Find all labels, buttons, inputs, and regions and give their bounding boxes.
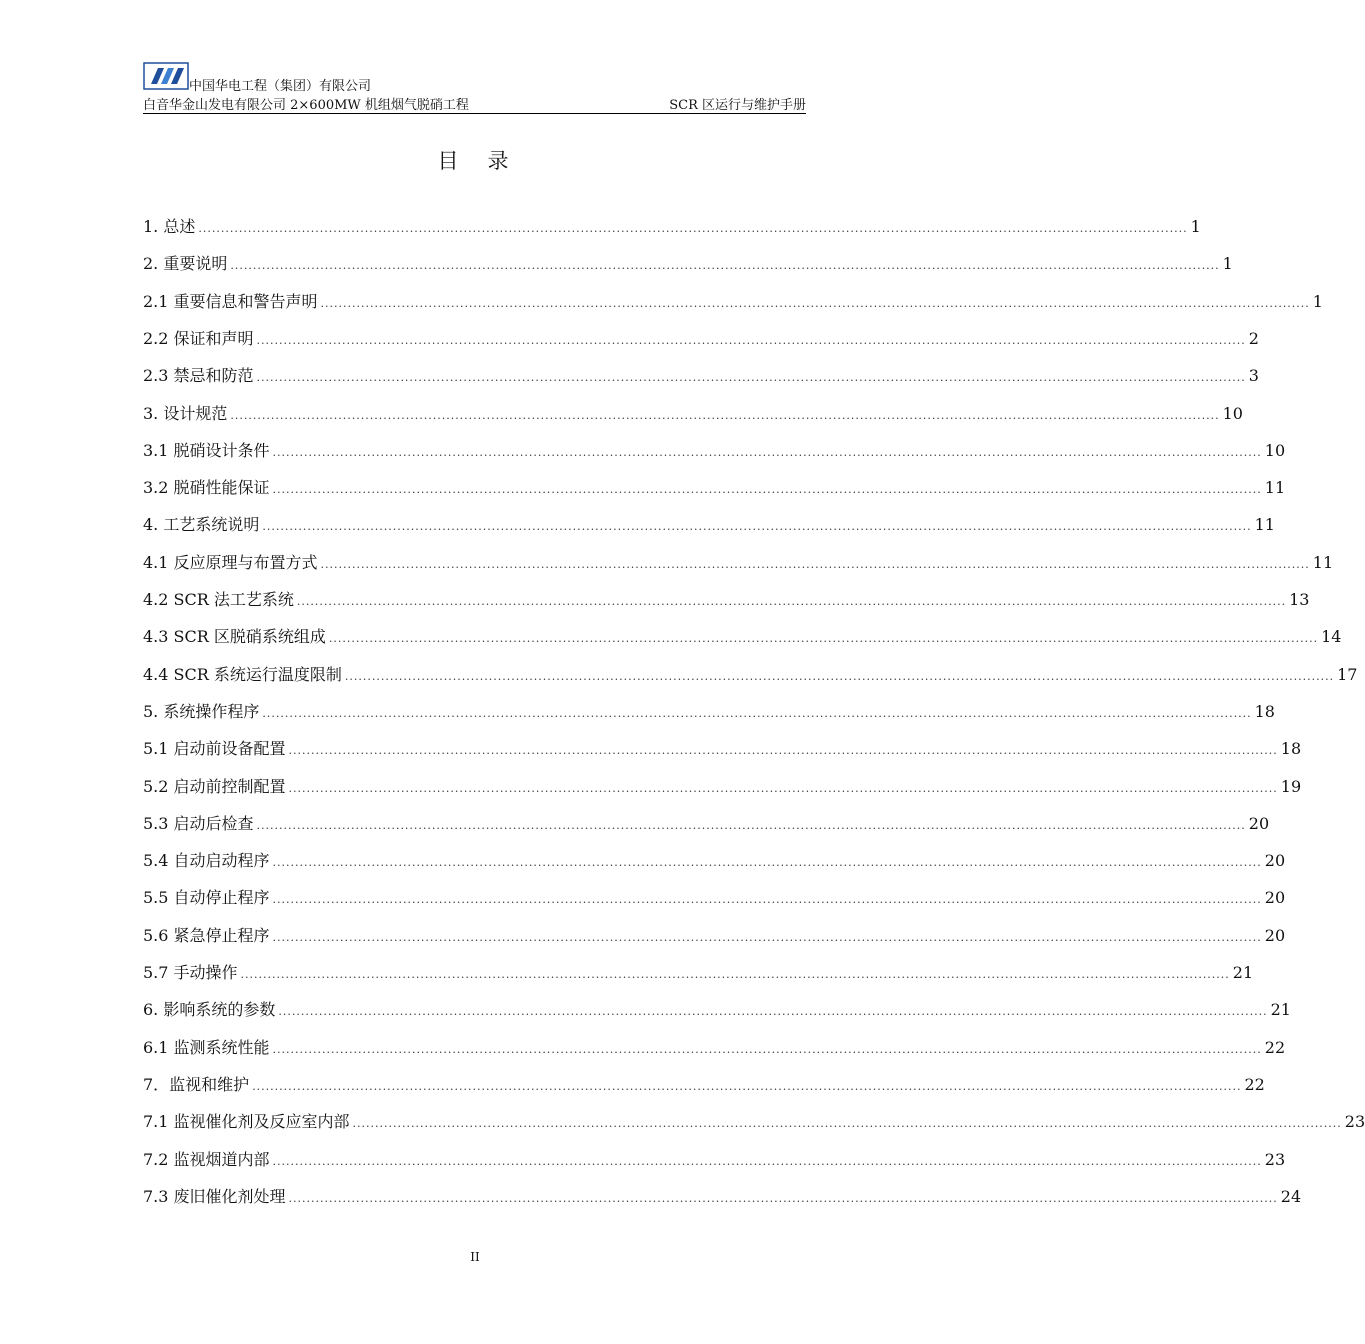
toc-entry[interactable] bbox=[143, 809, 1270, 839]
toc-entry-label: 2.3 禁忌和防范 bbox=[143, 366, 254, 386]
toc-entry-page: 2 bbox=[1248, 328, 1259, 348]
toc-entry[interactable] bbox=[143, 622, 1342, 652]
toc-leader-dots: ............................................................................................................................................................................................................................ bbox=[344, 669, 1335, 683]
toc-entry-label: 5. 系统操作程序 bbox=[143, 701, 260, 721]
toc-entry-page: 19 bbox=[1280, 776, 1302, 796]
toc-leader-dots: ............................................................................................................................................................................................................................ bbox=[256, 333, 1246, 347]
toc-entry-label: 5.6 紧急停止程序 bbox=[143, 925, 270, 945]
toc-leader-dots: ............................................................................................................................................................................................................................ bbox=[272, 483, 1262, 497]
page-number: II bbox=[470, 1250, 480, 1264]
toc-leader-dots: ............................................................................................................................................................................................................................ bbox=[256, 818, 1246, 832]
toc-leader-dots: ............................................................................................................................................................................................................................ bbox=[230, 408, 1220, 422]
toc-leader-dots: ............................................................................................................................................................................................................................ bbox=[272, 445, 1262, 459]
toc-entry-label: 7.2 监视烟道内部 bbox=[143, 1149, 270, 1169]
toc-entry[interactable] bbox=[143, 1033, 1286, 1063]
manual-name: SCR 区运行与维护手册 bbox=[669, 98, 806, 113]
toc-entry-page: 21 bbox=[1270, 1000, 1291, 1020]
toc-entry[interactable] bbox=[143, 287, 1323, 317]
toc-leader-dots: ............................................................................................................................................................................................................................ bbox=[252, 1079, 1242, 1093]
toc-leader-dots: ............................................................................................................................................................................................................................ bbox=[272, 856, 1262, 870]
toc-entry[interactable] bbox=[143, 585, 1310, 615]
toc-entry-page: 11 bbox=[1312, 552, 1334, 572]
toc-entry-page: 11 bbox=[1254, 515, 1275, 535]
toc-entry-page: 3 bbox=[1248, 366, 1259, 386]
toc-entry[interactable] bbox=[143, 361, 1259, 391]
toc-entry-page: 22 bbox=[1264, 1037, 1286, 1057]
toc-entry-page: 24 bbox=[1280, 1186, 1302, 1206]
toc-entry-label: 5.2 启动前控制配置 bbox=[143, 776, 286, 796]
toc-leader-dots: ............................................................................................................................................................................................................................ bbox=[230, 259, 1220, 273]
toc-entry-page: 17 bbox=[1337, 664, 1358, 684]
toc-entry-label: 5.4 自动启动程序 bbox=[143, 851, 270, 871]
toc-entry[interactable] bbox=[143, 1070, 1265, 1100]
toc-leader-dots: ............................................................................................................................................................................................................................ bbox=[198, 222, 1188, 235]
toc-entry-label: 5.3 启动后检查 bbox=[143, 813, 254, 833]
toc-leader-dots: ............................................................................................................................................................................................................................ bbox=[262, 520, 1252, 534]
toc-entry-page: 1 bbox=[1222, 254, 1233, 274]
toc-entry-page: 23 bbox=[1344, 1112, 1365, 1132]
toc-entry[interactable] bbox=[143, 734, 1302, 764]
toc-entry-label: 1. 总述 bbox=[143, 217, 196, 236]
toc-entry[interactable] bbox=[143, 660, 1358, 690]
toc-entry-label: 4.1 反应原理与布置方式 bbox=[143, 552, 318, 572]
company-logo-icon bbox=[143, 62, 189, 90]
toc-entry-page: 13 bbox=[1289, 590, 1310, 609]
toc-leader-dots: ............................................................................................................................................................................................................................ bbox=[288, 1191, 1278, 1205]
toc-entry-page: 20 bbox=[1264, 888, 1286, 908]
toc-entry-label: 5.7 手动操作 bbox=[143, 963, 238, 982]
toc-entry-label: 3.1 脱硝设计条件 bbox=[143, 440, 270, 460]
toc-leader-dots: ............................................................................................................................................................................................................................ bbox=[278, 1005, 1268, 1019]
toc-entry-page: 1 bbox=[1312, 291, 1323, 311]
toc-entry[interactable] bbox=[143, 995, 1291, 1025]
toc-entry-page: 20 bbox=[1264, 925, 1286, 945]
toc-leader-dots: ............................................................................................................................................................................................................................ bbox=[288, 744, 1278, 758]
toc-entry[interactable] bbox=[143, 212, 1201, 242]
toc-leader-dots: ............................................................................................................................................................................................................................ bbox=[240, 968, 1230, 981]
page-title: 目 录 bbox=[437, 149, 513, 173]
toc-entry[interactable] bbox=[143, 1107, 1365, 1137]
toc-entry[interactable] bbox=[143, 510, 1275, 540]
toc-entry[interactable] bbox=[143, 473, 1286, 503]
toc-entry[interactable] bbox=[143, 249, 1233, 279]
toc-entry[interactable] bbox=[143, 1182, 1302, 1212]
header-divider bbox=[143, 113, 806, 114]
toc-entry-page: 10 bbox=[1222, 403, 1243, 423]
toc-leader-dots: ............................................................................................................................................................................................................................ bbox=[272, 1154, 1262, 1168]
toc-leader-dots: ............................................................................................................................................................................................................................ bbox=[352, 1117, 1342, 1131]
toc-leader-dots: ............................................................................................................................................................................................................................ bbox=[256, 371, 1246, 385]
toc-entry-label: 3.2 脱硝性能保证 bbox=[143, 478, 270, 498]
toc-entry[interactable] bbox=[143, 1145, 1286, 1175]
toc-entry[interactable] bbox=[143, 772, 1302, 802]
toc-entry-page: 20 bbox=[1248, 813, 1270, 833]
toc-entry-label: 7.3 废旧催化剂处理 bbox=[143, 1186, 286, 1206]
toc-entry-page: 18 bbox=[1280, 739, 1302, 759]
toc-entry[interactable] bbox=[143, 324, 1259, 354]
toc-entry-page: 1 bbox=[1190, 217, 1201, 236]
toc-entry[interactable] bbox=[143, 883, 1286, 913]
toc-entry-label: 4.2 SCR 法工艺系统 bbox=[143, 590, 294, 609]
toc-entry[interactable] bbox=[143, 697, 1275, 727]
toc-leader-dots: ............................................................................................................................................................................................................................ bbox=[320, 296, 1310, 310]
toc-entry-page: 14 bbox=[1321, 627, 1342, 647]
page-header bbox=[143, 62, 806, 114]
toc-entry-label: 2.1 重要信息和警告声明 bbox=[143, 291, 318, 311]
toc-leader-dots: ............................................................................................................................................................................................................................ bbox=[288, 781, 1278, 795]
toc-entry[interactable] bbox=[143, 921, 1286, 951]
toc-entry-label: 7.1 监视催化剂及反应室内部 bbox=[143, 1112, 350, 1132]
project-name: 白音华金山发电有限公司 2×600MW 机组烟气脱硝工程 bbox=[143, 98, 469, 113]
toc-leader-dots: ............................................................................................................................................................................................................................ bbox=[328, 632, 1319, 646]
toc-entry[interactable] bbox=[143, 958, 1254, 988]
toc-leader-dots: ............................................................................................................................................................................................................................ bbox=[320, 557, 1310, 571]
toc-leader-dots: ............................................................................................................................................................................................................................ bbox=[272, 1042, 1262, 1056]
toc-entry[interactable] bbox=[143, 436, 1286, 466]
toc-entry-label: 5.5 自动停止程序 bbox=[143, 888, 270, 908]
toc-entry-label: 2.2 保证和声明 bbox=[143, 328, 254, 348]
toc-leader-dots: ............................................................................................................................................................................................................................ bbox=[272, 893, 1262, 907]
toc-leader-dots: ............................................................................................................................................................................................................................ bbox=[272, 930, 1262, 944]
toc-entry[interactable] bbox=[143, 846, 1286, 876]
toc-entry-page: 18 bbox=[1254, 701, 1275, 721]
toc-entry-page: 20 bbox=[1264, 851, 1286, 871]
company-name: 中国华电工程（集团）有限公司 bbox=[189, 79, 372, 94]
toc-entry-label: 2. 重要说明 bbox=[143, 254, 228, 274]
toc-entry-label: 3. 设计规范 bbox=[143, 403, 228, 423]
toc-entry[interactable] bbox=[143, 548, 1334, 578]
toc-entry-label: 4.4 SCR 系统运行温度限制 bbox=[143, 664, 342, 684]
toc-entry-page: 23 bbox=[1264, 1149, 1286, 1169]
toc-entry[interactable] bbox=[143, 399, 1243, 429]
toc-leader-dots: ............................................................................................................................................................................................................................ bbox=[262, 706, 1252, 720]
toc-entry-label: 7．监视和维护 bbox=[143, 1074, 250, 1094]
toc-entry-page: 11 bbox=[1264, 478, 1286, 498]
toc-entry-page: 21 bbox=[1232, 963, 1254, 982]
toc-entry-label: 6.1 监测系统性能 bbox=[143, 1037, 270, 1057]
toc-entry-label: 4. 工艺系统说明 bbox=[143, 515, 260, 535]
toc-entry-label: 6. 影响系统的参数 bbox=[143, 1000, 276, 1020]
toc-entry-page: 10 bbox=[1264, 440, 1286, 460]
toc-entry-label: 4.3 SCR 区脱硝系统组成 bbox=[143, 627, 326, 647]
toc-entry-page: 22 bbox=[1244, 1074, 1265, 1094]
toc-entry-label: 5.1 启动前设备配置 bbox=[143, 739, 286, 759]
toc-leader-dots: ............................................................................................................................................................................................................................ bbox=[296, 595, 1287, 608]
